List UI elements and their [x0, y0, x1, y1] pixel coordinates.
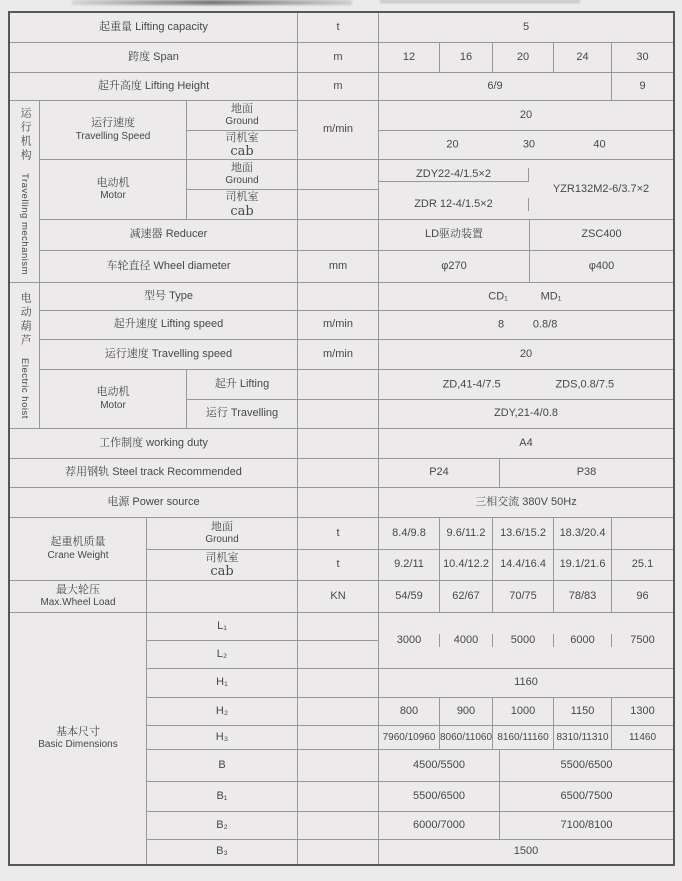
travelling-motor-label: 电动机 Motor — [40, 160, 187, 220]
lifting-capacity-unit: t — [298, 13, 379, 43]
dim-h2-value: 1150 — [554, 698, 612, 726]
span-value: 30 — [612, 43, 673, 73]
hoist-lifting-speed-values: 8 0.8/8 — [379, 311, 673, 340]
crane-weight-cab-value: 25.1 — [612, 550, 673, 581]
power-source-unit-empty — [298, 488, 379, 518]
power-source-label: 电源 Power source — [10, 488, 298, 518]
dim-b-values: 4500/5500 5500/6500 — [379, 750, 673, 782]
dim-h1-value: 1160 — [379, 669, 673, 698]
section-label-en: Travelling mechanism — [19, 173, 31, 276]
dim-sublabel-l1: L₁ — [147, 613, 298, 641]
travelling-speed-unit: m/min — [298, 101, 379, 160]
crane-weight-label: 起重机质量 Crane Weight — [10, 518, 147, 581]
steel-track-values — [379, 459, 673, 488]
steel-track-unit-empty — [298, 459, 379, 488]
lifting-capacity-label: 起重量 Lifting capacity — [10, 13, 298, 43]
max-wheel-load-value: 54/59 — [379, 581, 440, 613]
section-label-zh: 电动葫芦 — [19, 292, 32, 349]
hoist-type-unit-empty — [298, 283, 379, 311]
dim-unit-empty — [298, 613, 379, 641]
span-label: 跨度 Span — [10, 43, 298, 73]
hoist-lifting-speed-label: 起升速度 Lifting speed — [40, 311, 298, 340]
crane-spec-table — [8, 11, 675, 866]
wheel-left-value: φ270 — [379, 251, 530, 282]
travelling-speed-label: 运行速度 Travelling Speed — [40, 101, 187, 160]
dim-sublabel-b: B — [147, 750, 298, 782]
dim-unit-empty — [298, 669, 379, 698]
reducer-left-value: LD驱动装置 — [379, 220, 530, 250]
dim-unit-empty — [298, 812, 379, 840]
dim-sublabel-h1: H₁ — [147, 669, 298, 698]
wheel-diameter-values — [379, 251, 673, 283]
lifting-height-last-value: 9 — [612, 73, 673, 101]
hoist-motor-travelling-value: ZDY,21-4/0.8 — [379, 400, 673, 429]
motor-right-value: YZR132M2-6/3.7×2 — [552, 182, 650, 195]
lifting-capacity-value: 5 — [379, 13, 673, 43]
wheel-diameter-unit: mm — [298, 251, 379, 283]
reducer-values — [379, 220, 673, 251]
power-source-value: 三相交流 380V 50Hz — [379, 488, 673, 518]
dim-b3-value: 1500 — [513, 845, 539, 858]
speed-ground-sublabel: 地面 Ground — [187, 101, 298, 131]
span-value: 24 — [554, 43, 612, 73]
dim-l-values: 3000 4000 5000 6000 7500 — [379, 613, 673, 669]
span-unit: m — [298, 43, 379, 73]
max-wheel-load-label: 最大轮压 Max.Wheel Load — [10, 581, 147, 613]
steel-track-left-value: P24 — [379, 459, 500, 487]
span-value: 16 — [440, 43, 493, 73]
hoist-lifting-speed-unit: m/min — [298, 311, 379, 340]
hoist-motor-lifting-values: ZD,41-4/7.5 ZDS,0.8/7.5 — [379, 370, 673, 400]
hoist-travelling-speed-unit: m/min — [298, 340, 379, 370]
hoist-type-label: 型号 Type — [40, 283, 298, 311]
span-value: 12 — [379, 43, 440, 73]
reducer-right-value: ZSC400 — [581, 228, 622, 241]
steel-track-label: 荐用钢轨 Steel track Recommended — [10, 459, 298, 488]
lifting-height-unit: m — [298, 73, 379, 101]
dim-h2-value: 800 — [379, 698, 440, 726]
crane-weight-ground-value: 9.6/11.2 — [440, 518, 493, 550]
dim-h3-value: 8310/11310 — [554, 726, 612, 750]
dim-unit-empty — [298, 698, 379, 726]
dim-unit-empty — [298, 750, 379, 782]
crane-weight-cab-value: 10.4/12.2 — [440, 550, 493, 581]
dim-sublabel-b3: B₃ — [147, 840, 298, 864]
dim-sublabel-h2: H₂ — [147, 698, 298, 726]
wheel-right-value: φ400 — [588, 259, 615, 272]
motor-cab-value: ZDR 12-4/1.5×2 — [379, 198, 529, 211]
dim-h3-value: 8060/11060 — [440, 726, 493, 750]
working-duty-unit-empty — [298, 429, 379, 459]
max-wheel-load-value: 96 — [612, 581, 673, 613]
section-label-en: Electric hoist — [19, 358, 31, 419]
motor-ground-sublabel: 地面 Ground — [187, 160, 298, 190]
dim-sublabel-b2: B₂ — [147, 812, 298, 840]
lifting-height-label: 起升高度 Lifting Height — [10, 73, 298, 101]
motor-unit-empty — [298, 160, 379, 190]
crane-weight-unit: t — [298, 550, 379, 581]
hoist-travelling-speed-label: 运行速度 Travelling speed — [40, 340, 298, 370]
ground-speed-value: 20 — [379, 101, 673, 131]
max-wheel-load-value: 70/75 — [493, 581, 554, 613]
steel-track-right-value: P38 — [576, 466, 597, 479]
section-electric-hoist — [10, 283, 40, 429]
crane-weight-cab-value: 9.2/11 — [379, 550, 440, 581]
travelling-motor-values — [379, 160, 673, 220]
dim-sublabel-h3: H₃ — [147, 726, 298, 750]
hoist-motor-unit-empty — [298, 370, 379, 400]
dim-unit-empty — [298, 782, 379, 812]
dim-sublabel-b1: B₁ — [147, 782, 298, 812]
working-duty-value: A4 — [379, 429, 673, 459]
hoist-motor-unit-empty — [298, 400, 379, 429]
hoist-motor-travelling-sublabel: 运行 Travelling — [187, 400, 298, 429]
max-wheel-load-value: 78/83 — [554, 581, 612, 613]
crane-weight-ground-value: 18.3/20.4 — [554, 518, 612, 550]
reducer-unit-empty — [298, 220, 379, 251]
speed-cab-sublabel: 司机室 cab — [187, 131, 298, 160]
hoist-type-values: CD₁ MD₁ — [379, 283, 673, 311]
dim-h2-value: 900 — [440, 698, 493, 726]
working-duty-label: 工作制度 working duty — [10, 429, 298, 459]
dim-sublabel-l2: L₂ — [147, 641, 298, 669]
dim-unit-empty — [298, 840, 379, 864]
dim-unit-empty — [298, 726, 379, 750]
dim-h2-value: 1000 — [493, 698, 554, 726]
basic-dimensions-label: 基本尺寸 Basic Dimensions — [10, 613, 147, 864]
motor-cab-sublabel: 司机室 cab — [187, 190, 298, 220]
hoist-motor-lifting-sublabel: 起升 Lifting — [187, 370, 298, 400]
crane-weight-cab-sublabel: 司机室 cab — [147, 550, 298, 581]
section-label-zh: 运行机构 — [19, 107, 32, 164]
motor-ground-value: ZDY22-4/1.5×2 — [379, 168, 529, 182]
wheel-diameter-label: 车轮直径 Wheel diameter — [40, 251, 298, 283]
cab-speed-values: 20 30 40 — [379, 131, 673, 160]
section-travelling-mechanism — [10, 101, 40, 283]
scan-artifact — [72, 0, 352, 5]
max-wheel-load-unit: KN — [298, 581, 379, 613]
dim-h3-value: 7960/10960 — [379, 726, 440, 750]
hoist-motor-label: 电动机 Motor — [40, 370, 187, 429]
crane-weight-ground-value: 8.4/9.8 — [379, 518, 440, 550]
motor-unit-empty — [298, 190, 379, 220]
dim-b1-values: 5500/6500 6500/7500 — [379, 782, 673, 812]
dim-unit-empty — [298, 641, 379, 669]
span-value: 20 — [493, 43, 554, 73]
hoist-travelling-speed-value: 20 — [379, 340, 673, 370]
dim-b2-values: 6000/7000 7100/8100 — [379, 812, 673, 840]
scan-artifact — [380, 0, 580, 3]
crane-weight-ground-value: 13.6/15.2 — [493, 518, 554, 550]
max-wheel-load-sub-empty — [147, 581, 298, 613]
reducer-label: 减速器 Reducer — [40, 220, 298, 251]
crane-weight-ground-value-empty — [612, 518, 673, 550]
max-wheel-load-value: 62/67 — [440, 581, 493, 613]
lifting-height-main-value: 6/9 — [379, 73, 612, 101]
dim-h2-value: 1300 — [612, 698, 673, 726]
crane-weight-ground-sublabel: 地面 Ground — [147, 518, 298, 550]
crane-weight-cab-value: 14.4/16.4 — [493, 550, 554, 581]
dim-h3-value: 8160/11160 — [493, 726, 554, 750]
crane-weight-cab-value: 19.1/21.6 — [554, 550, 612, 581]
crane-weight-unit: t — [298, 518, 379, 550]
dim-h3-value: 11460 — [612, 726, 673, 750]
